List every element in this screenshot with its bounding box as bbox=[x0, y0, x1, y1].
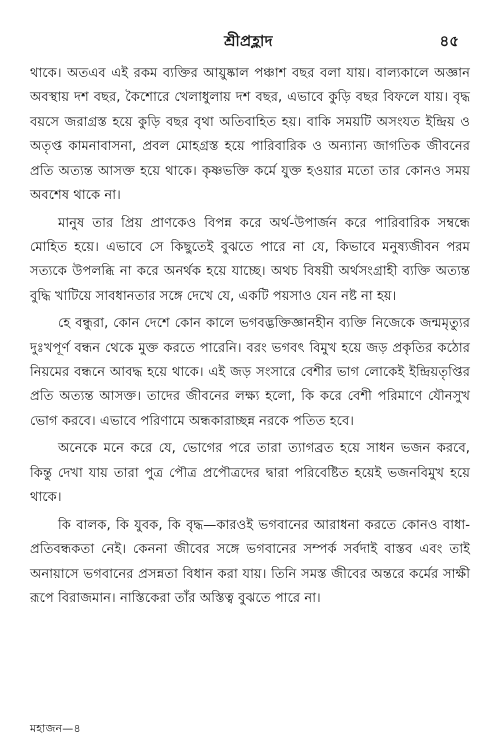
paragraph-5: কি বালক, কি যুবক, কি বৃদ্ধ—কারওই ভগবানের আরাধনা করতে কোনও বাধা-প্রতিবন্ধকতা নেই। কেননা জীবের সঙ্গে ভগবানের সম্পর্ক সর্বদাই বাস্তব এবং তাই অনায়াসে ভগবানের প্রসন্নতা বিধান করা যায়। তিনি সমস্ত জীবের অন্তরে কর্মের সাক্ষী রূপে বিরাজমান। নাস্তিকেরা তাঁর অস্তিত্ব বুঝতে পারে না। bbox=[30, 517, 470, 606]
paragraph-4: অনেকে মনে করে যে, ভোগের পরে তারা ত্যাগব্রত হয়ে সাধন ভজন করবে, কিন্তু দেখা যায় তারা পুত্র পৌত্র প্রপৌত্রদের দ্বারা পরিবেষ্টিত হয়েই ভজনবিমুখ হয়ে থাকে। bbox=[30, 441, 470, 506]
page-header bbox=[0, 30, 497, 52]
running-title: শ্রীপ্রহ্লাদ bbox=[224, 32, 273, 50]
body-text bbox=[30, 62, 470, 614]
paragraph-1: থাকে। অতএব এই রকম ব্যক্তির আয়ুষ্কাল পঞ্চাশ বছর বলা যায়। বাল্যকালে অজ্ঞান অবস্থায় দশ বছর, কৈশোরে খেলাধুলায় দশ বছর, এভাবে কুড়ি বছর বিফলে যায়। বৃদ্ধ বয়সে জরাগ্রস্ত হয়ে কুড়ি বছর বৃথা অতিবাহিত হয়। বাকি সময়টি অসংযত ইন্দ্রিয় ও অতৃপ্ত কামনাবাসনা, প্রবল মোহগ্রস্ত হয়ে পারিবারিক ও অন্যান্য জাগতিক জীবনের প্রতি অত্যন্ত আসক্ত হয়ে থাকে। কৃষ্ণভক্তি কর্মে যুক্ত হওয়ার মতো তার কোনও সময় অবশেষ থাকে না। bbox=[30, 66, 470, 204]
paragraph-3: হে বন্ধুরা, কোন দেশে কোন কালে ভগবদ্ভক্তিজ্ঞানহীন ব্যক্তি নিজেকে জন্মমৃত্যুর দুঃখপূর্ণ বন্ধন থেকে মুক্ত করতে পারেনি। বরং ভগবৎ বিমুখ হয়ে জড় প্রকৃতির কঠোর নিয়মের বন্ধনে আবদ্ধ হয়ে থাকে। এই জড় সংসারে বেশীর ভাগ লোকেই ইন্দ্রিয়তৃপ্তির প্রতি অত্যন্ত আসক্ত। তাদের জীবনের লক্ষ্য হলো, কি করে বেশী পরিমাণে যৌনসুখ ভোগ করবে। এভাবে পরিণামে অন্ধকারাচ্ছন্ন নরকে পতিত হবে। bbox=[30, 316, 470, 429]
paragraph-2: মানুষ তার প্রিয় প্রাণকেও বিপন্ন করে অর্থ-উপার্জন করে পারিবারিক সম্বন্ধে মোহিত হয়ে। এভাবে সে কিছুতেই বুঝতে পারে না যে, কিভাবে মনুষ্যজীবন পরম সত্যকে উপলব্ধি না করে অনর্থক হয়ে যাচ্ছে। অথচ বিষয়ী অর্থসংগ্রাহী ব্যক্তি অত্যন্ত বুদ্ধি খাটিয়ে সাবধানতার সঙ্গে দেখে যে, একটি পয়সাও যেন নষ্ট না হয়। bbox=[30, 215, 470, 304]
signature-mark: মহাজন—৪ bbox=[30, 722, 81, 735]
page-number: ৪৫ bbox=[439, 32, 459, 50]
